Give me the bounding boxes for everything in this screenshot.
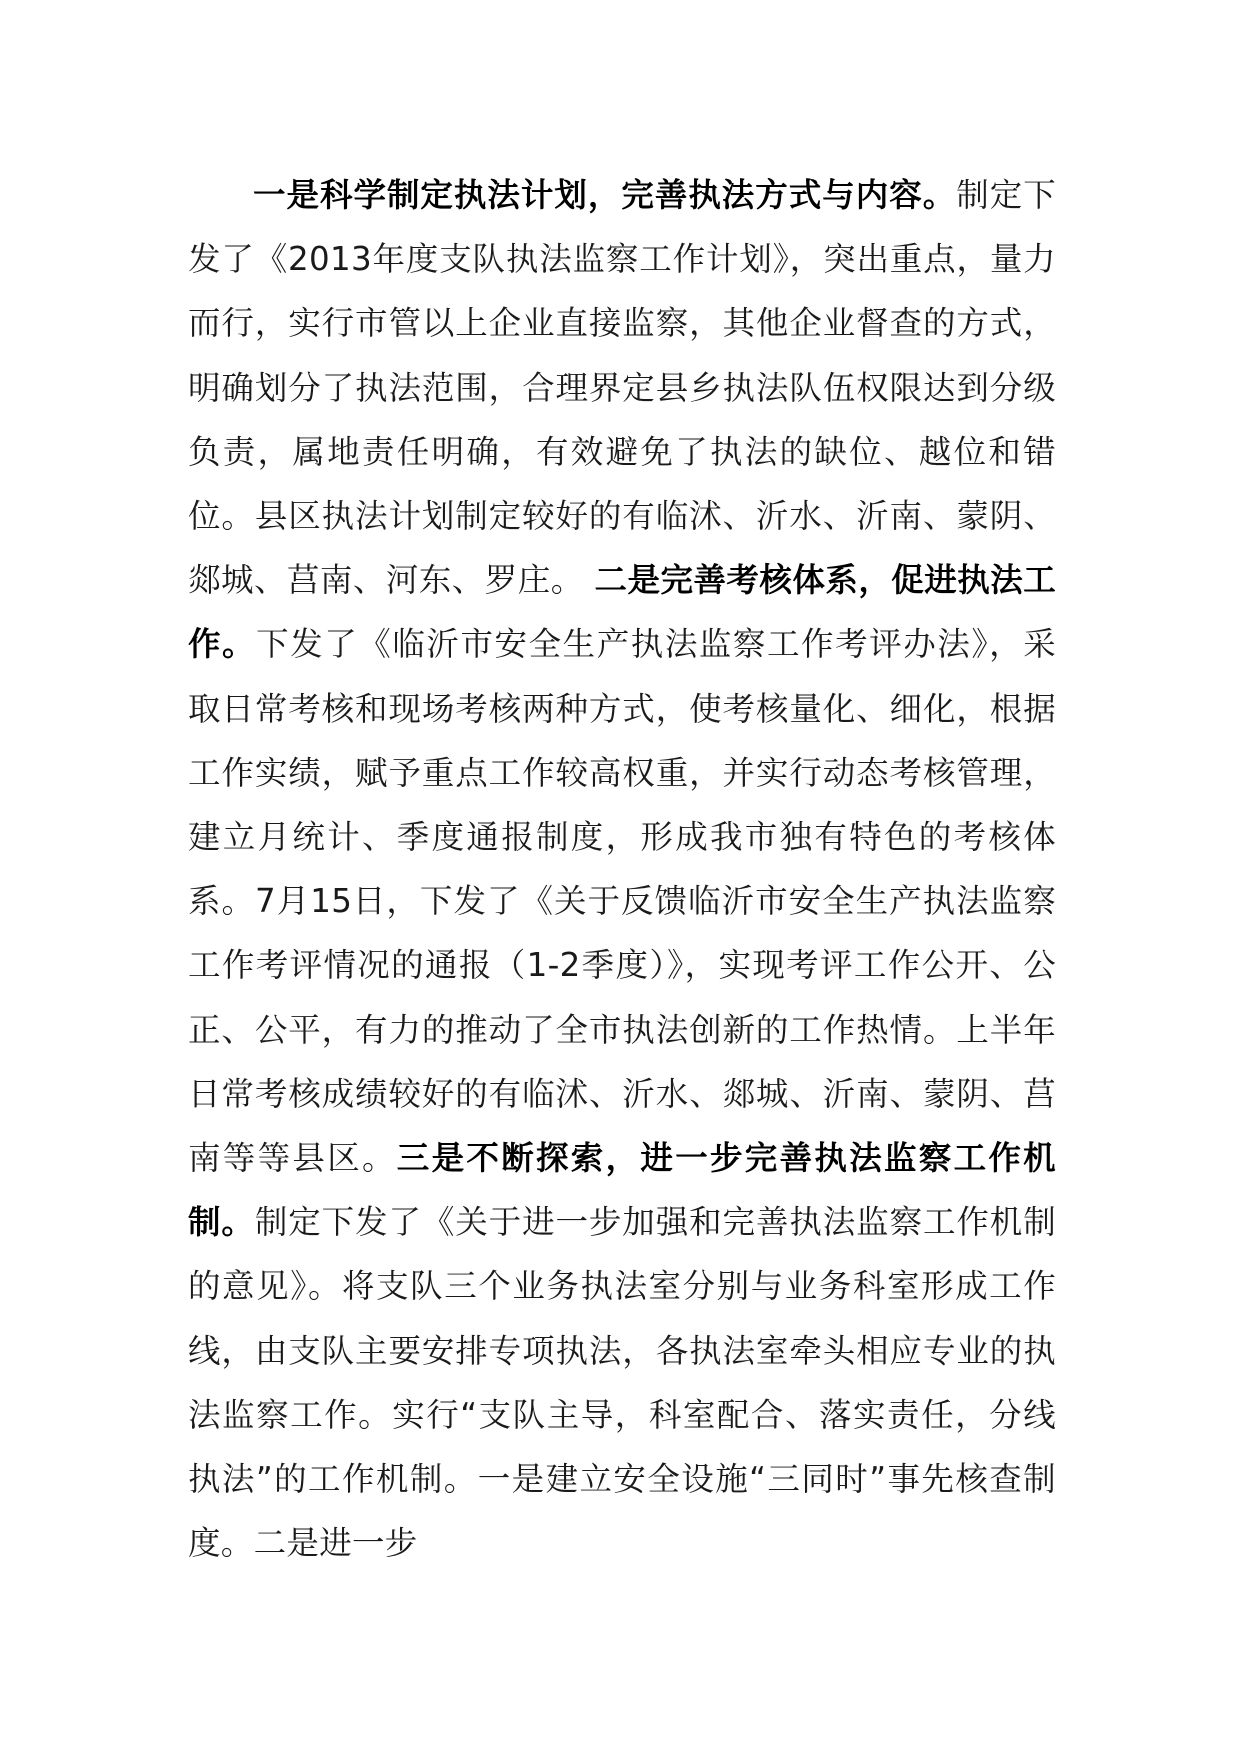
heading-run-2: 二是完善考核体系，促进执法工作。 [188,561,1056,664]
body-paragraph [188,163,1056,1575]
text-run-1: 制定下发了《2013年度支队执法监察工作计划》，突出重点，量力而行，实行市管以上企业直接监察，其他企业督查的方式，明确划分了执法范围，合理界定县乡执法队伍权限达到分级负责，属地责任明确，有效避免了执法的缺位、越位和错位。县区执法计划制定较好的有临沭、沂水、沂南、蒙阴、郯城、莒南、河东、罗庄。 [188,176,1056,600]
text-run-2: 下发了《临沂市安全生产执法监察工作考评办法》，采取日常考核和现场考核两种方式，使考核量化、细化，根据工作实绩，赋予重点工作较高权重，并实行动态考核管理，建立月统计、季度通报制度，形成我市独有特色的考核体系。7月15日，下发了《关于反馈临沂市安全生产执法监察工作考评情况的通报（1-2季度）》，实现考评工作公开、公正、公平，有力的推动了全市执法创新的工作热情。上半年日常考核成绩较好的有临沭、沂水、郯城、沂南、蒙阴、莒南等等县区。 [188,625,1056,1178]
heading-run-1: 一是科学制定执法计划，完善执法方式与内容。 [253,176,957,214]
text-run-3: 制定下发了《关于进一步加强和完善执法监察工作机制的意见》。将支队三个业务执法室分别与业务科室形成工作线，由支队主要安排专项执法，各执法室牵头相应专业的执法监察工作。实行“支队主导，科室配合、落实责任，分线执法”的工作机制。一是建立安全设施“三同时”事先核查制度。二是进一步 [188,1203,1057,1563]
heading-run-3: 三是不断探索，进一步完善执法监察工作机制。 [188,1139,1056,1242]
